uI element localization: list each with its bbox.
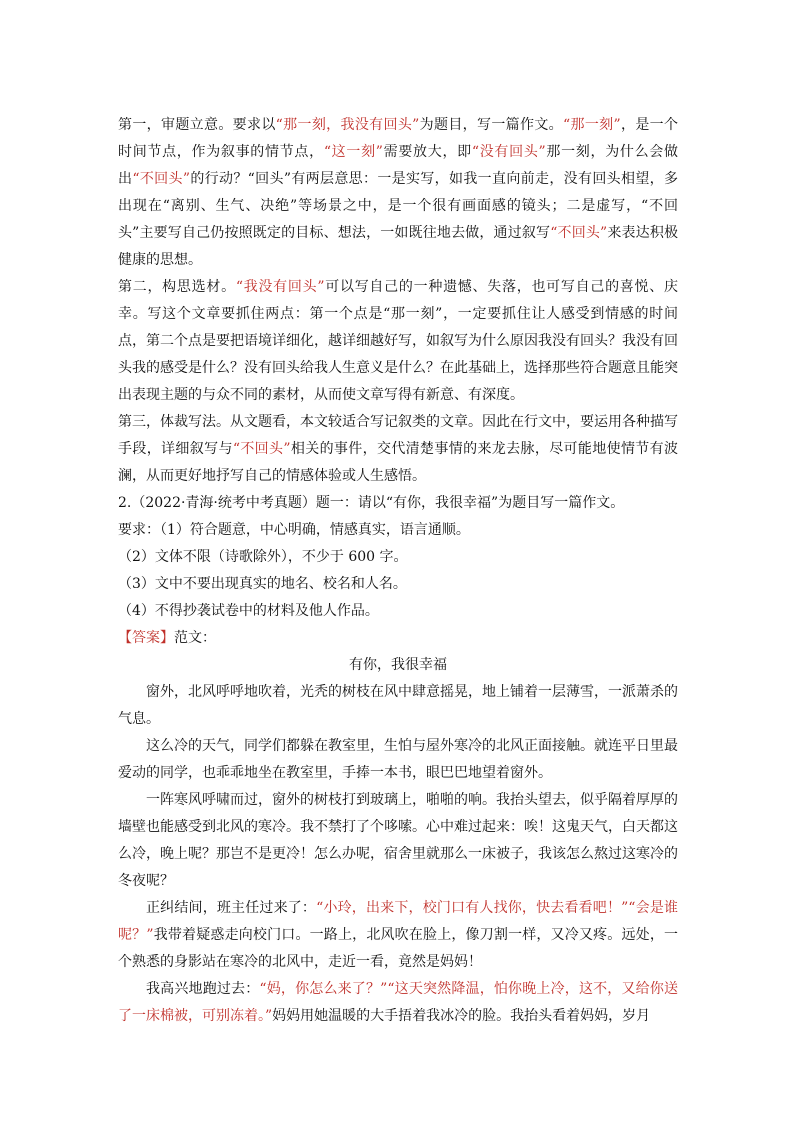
requirement-4: （4）不得抄袭试卷中的材料及他人作品。 [118,603,379,619]
answer-label: 【答案】范文： [118,630,216,646]
requirement-2: （2）文体不限（诗歌除外），不少于 600 字。 [118,549,408,565]
requirement-1: 要求：（1）符合题意，中心明确，情感真实，语言通顺。 [118,522,470,538]
requirement-3: （3）文中不要出现真实的地名、校名和人名。 [118,576,407,592]
question-prompt: 2.（2022·青海·统考中考真题）题一：请以“有你，我很幸福”为题目写一篇作文。 [118,495,625,511]
analysis-paragraph-2: 第二，构思选材。“我没有回头”可以写自己的一种遗憾、失落，也可写自己的喜悦、庆幸。写这个文章要抓住两点：第一个点是“那一刻”，一定要抓住让人感受到情感的时间点，第二个点是要把语境详细化，越详细越好写，如叙写为什么原因我没有回头？我没有回头我的感受是什么？没有回头给我人生意义是什么？在此基础上，选择那些符合题意且能突出表现主题的与众不同的素材，从而使文章写得有新意、有深度。 [118,279,678,403]
essay-paragraph-3: 一阵寒风呼啸而过，窗外的树枝打到玻璃上，啪啪的响。我抬头望去，似乎隔着厚厚的墙壁也能感受到北风的寒冷。我不禁打了个哆嗦。心中难过起来：唉！这鬼天气，白天都这么冷，晚上呢？那岂不是更冷！怎么办呢，宿舍里就那么一床被子，我该怎么熬过这寒冷的冬夜呢？ [118,792,678,889]
document-page [118,112,678,1030]
essay-title: 有你，我很幸福 [349,657,447,673]
essay-paragraph-1: 窗外，北风呼呼地吹着，光秃的树枝在风中肆意摇晃，地上铺着一层薄雪，一派萧杀的气息。 [118,684,678,727]
essay-paragraph-4: 正纠结间，班主任过来了：“小玲，出来下，校门口有人找你，快去看看吧！”“会是谁呢？”我带着疑惑走向校门口。一路上，北风吹在脸上，像刀割一样，又冷又疼。远处，一个熟悉的身影站在寒冷的北风中，走近一看，竟然是妈妈！ [118,900,678,970]
essay-paragraph-2: 这么冷的天气，同学们都躲在教室里，生怕与屋外寒冷的北风正面接触。就连平日里最爱动的同学，也乖乖地坐在教室里，手捧一本书，眼巴巴地望着窗外。 [118,738,678,781]
analysis-paragraph-1: 第一，审题立意。要求以“那一刻，我没有回头”为题目，写一篇作文。“那一刻”，是一个时间节点，作为叙事的情节点，“这一刻”需要放大，即“没有回头”那一刻，为什么会做出“不回头”的行动？“回头”有两层意思：一是实写，如我一直向前走，没有回头相望，多出现在“离别、生气、决绝”等场景之中，是一个很有画面感的镜头；二是虚写，“不回头”主要写自己仍按照既定的目标、想法，一如既往地去做，通过叙写“不回头”来表达积极健康的思想。 [118,117,679,268]
essay-paragraph-5: 我高兴地跑过去：“妈，你怎么来了？”“这天突然降温，怕你晚上冷，这不，又给你送了一床棉被，可别冻着。”妈妈用她温暖的大手捂着我冰冷的脸。我抬头看着妈妈，岁月 [118,981,678,1024]
answer-tag: 【答案】 [118,630,174,646]
analysis-paragraph-3: 第三，体裁写法。从文题看，本文较适合写记叙类的文章。因此在行文中，要运用各种描写手段，详细叙写与“不回头”相关的事件，交代清楚事情的来龙去脉，尽可能地使情节有波澜，从而更好地抒写自己的情感体验或人生感悟。 [118,414,678,484]
